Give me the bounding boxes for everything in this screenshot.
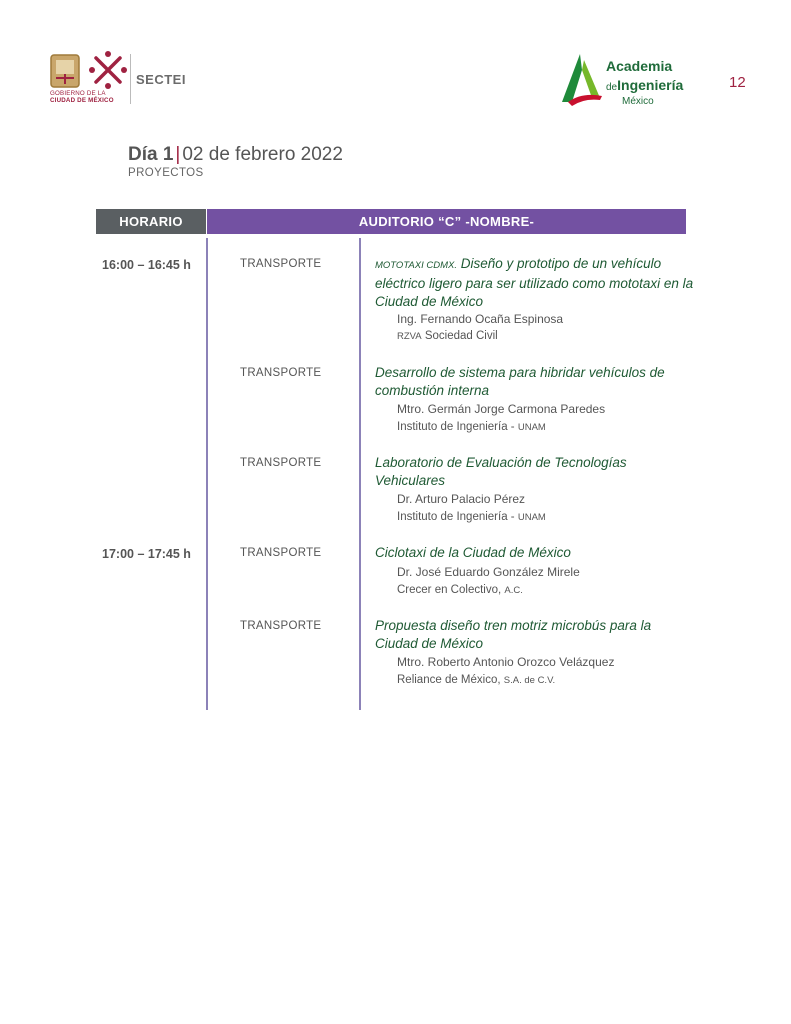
presenter-org bbox=[397, 511, 546, 523]
org-prefix: RZVA bbox=[397, 331, 422, 342]
presenter-org bbox=[397, 584, 523, 596]
presenter-name: Mtro. Germán Jorge Carmona Paredes bbox=[397, 402, 606, 416]
project-title: Propuesta diseño tren motriz microbús para la Ciudad de México bbox=[375, 618, 652, 651]
time-slot: 16:00 – 16:45 h bbox=[102, 258, 191, 272]
day-separator: | bbox=[175, 144, 181, 165]
row-category: TRANSPORTE bbox=[240, 620, 322, 632]
project-title: Desarrollo de sistema para hibridar vehículos de combustión interna bbox=[375, 365, 665, 398]
presenter-name: Mtro. Roberto Antonio Orozco Velázquez bbox=[397, 655, 615, 669]
presenter-org bbox=[397, 674, 555, 686]
org-suffix: UNAM bbox=[517, 422, 546, 433]
presenter-org bbox=[397, 421, 546, 433]
academia-line1: Academia bbox=[606, 58, 673, 74]
project-title bbox=[375, 255, 695, 311]
academia-mark-icon bbox=[560, 52, 604, 108]
header-horario: HORARIO bbox=[96, 209, 206, 234]
day-label: Día 1 bbox=[128, 144, 174, 165]
academia-de: de bbox=[606, 82, 618, 93]
org-name: Instituto de Ingeniería - bbox=[397, 511, 515, 523]
presenter-name: Ing. Fernando Ocaña Espinosa bbox=[397, 312, 564, 326]
project-title-text: Diseño y prototipo de un vehículo eléctrico ligero para ser utilizado como mototaxi en la Ciudad de México bbox=[375, 256, 694, 309]
column-divider-right bbox=[359, 238, 361, 710]
cdmx-mark-icon bbox=[88, 50, 128, 90]
row-category: TRANSPORTE bbox=[240, 367, 322, 379]
cdmx-text bbox=[50, 90, 114, 104]
day-subtitle: PROYECTOS bbox=[128, 167, 204, 179]
academia-logo bbox=[560, 50, 700, 112]
cdmx-line2: CIUDAD DE MÉXICO bbox=[50, 97, 114, 104]
header-auditorio: AUDITORIO “C” -NOMBRE- bbox=[207, 209, 686, 234]
row-category: TRANSPORTE bbox=[240, 457, 322, 469]
project-title-prefix: MOTOTAXI CDMX. bbox=[375, 260, 457, 271]
logo-divider bbox=[130, 54, 131, 104]
day-date: 02 de febrero 2022 bbox=[182, 144, 343, 165]
cdmx-line1: GOBIERNO DE LA bbox=[50, 90, 106, 97]
org-suffix: UNAM bbox=[517, 512, 546, 523]
project-title: Ciclotaxi de la Ciudad de México bbox=[375, 545, 571, 560]
cdmx-logo bbox=[50, 50, 190, 112]
presenter-name: Dr. José Eduardo González Mirele bbox=[397, 565, 580, 579]
presenter-name: Dr. Arturo Palacio Pérez bbox=[397, 492, 526, 506]
day-title bbox=[128, 144, 343, 166]
page-number: 12 bbox=[729, 74, 746, 91]
org-name: Reliance de México, bbox=[397, 674, 501, 686]
time-slot: 17:00 – 17:45 h bbox=[102, 547, 191, 561]
academia-ingenieria: Ingeniería bbox=[617, 77, 684, 93]
org-name: Sociedad Civil bbox=[424, 330, 498, 342]
org-suffix: S.A. de C.V. bbox=[503, 675, 556, 686]
row-category: TRANSPORTE bbox=[240, 258, 322, 270]
column-divider-left bbox=[206, 238, 208, 710]
org-suffix: A.C. bbox=[504, 585, 523, 596]
sectei-label: SECTEI bbox=[136, 72, 186, 87]
academia-line3: México bbox=[622, 96, 654, 107]
cdmx-crest-icon bbox=[50, 54, 80, 88]
org-name: Instituto de Ingeniería - bbox=[397, 421, 515, 433]
academia-line2 bbox=[606, 77, 683, 93]
org-name: Crecer en Colectivo, bbox=[397, 584, 502, 596]
row-category: TRANSPORTE bbox=[240, 547, 322, 559]
presenter-org bbox=[397, 330, 498, 342]
project-title: Laboratorio de Evaluación de Tecnologías Vehiculares bbox=[375, 455, 627, 488]
